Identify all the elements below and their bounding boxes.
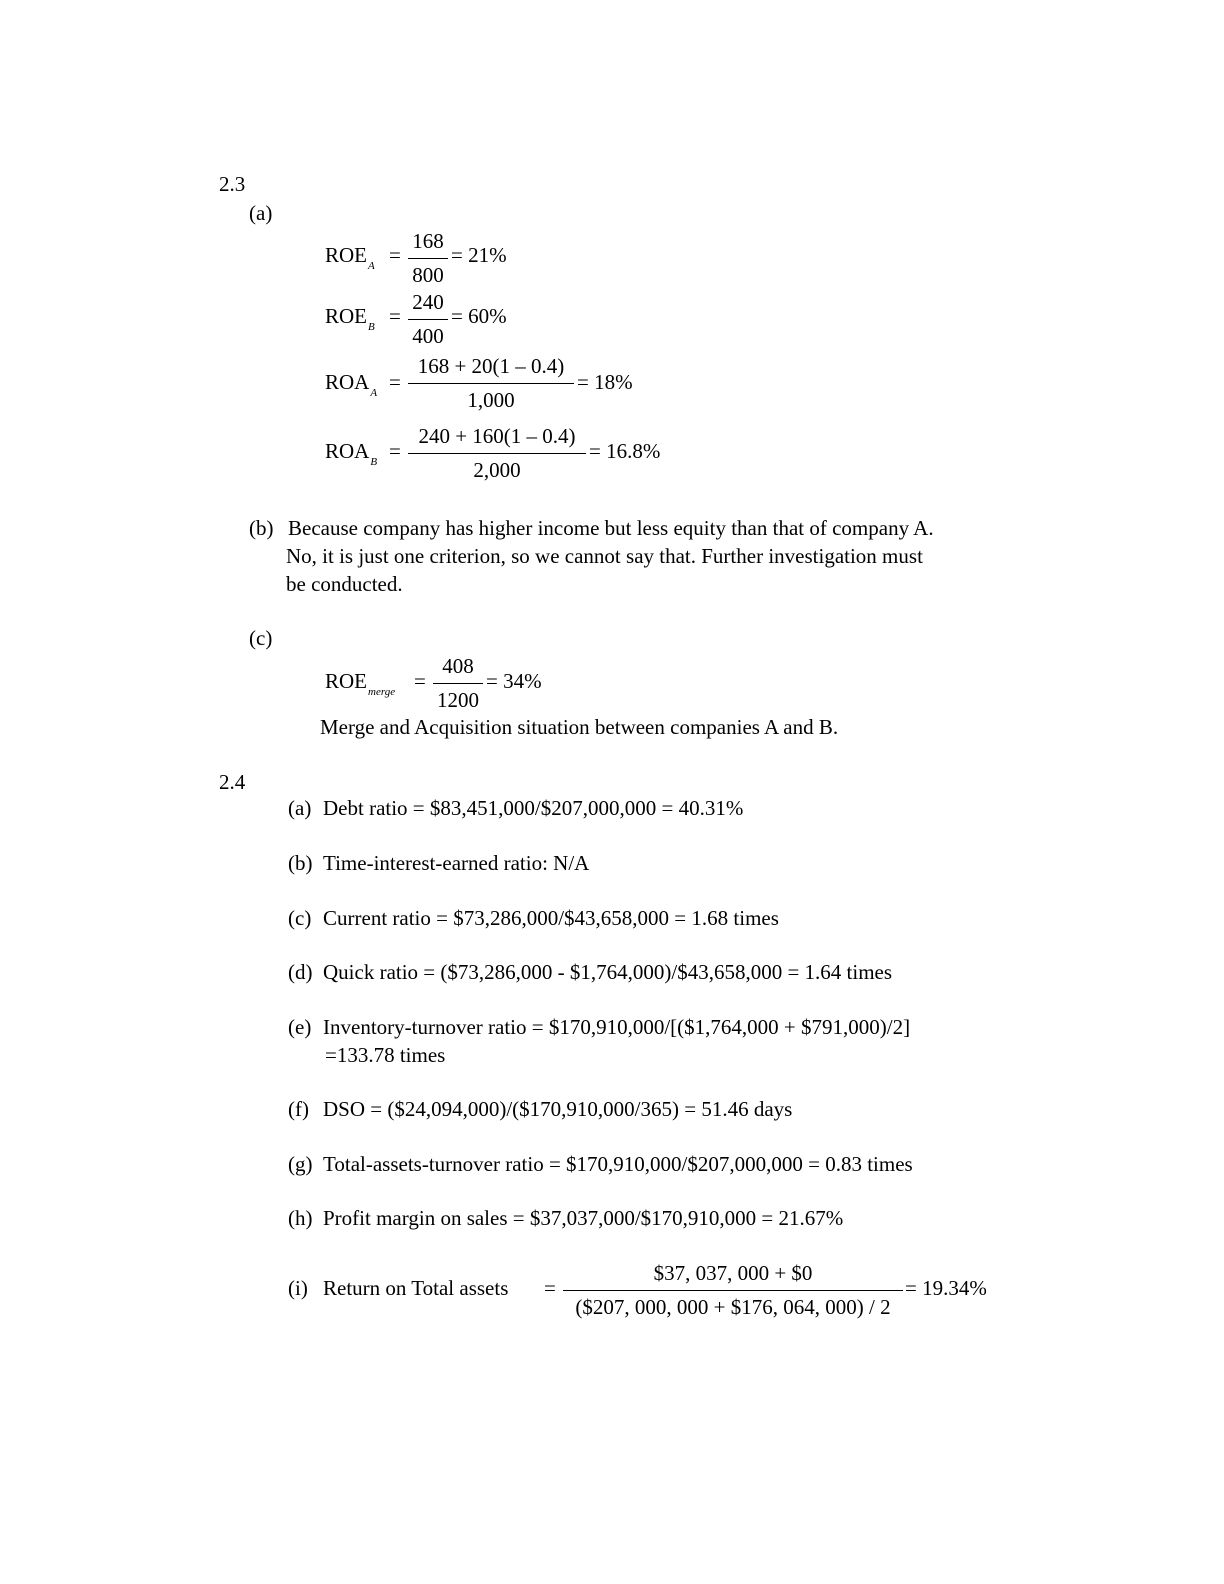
equation-result: = 34%	[486, 669, 542, 693]
equals-sign: =	[389, 304, 401, 328]
part-a-label: (a)	[249, 201, 273, 225]
fraction	[408, 426, 586, 481]
item-text: Time-interest-earned ratio: N/A	[323, 851, 590, 875]
numerator: $37, 037, 000 + $0	[653, 1261, 813, 1285]
denominator: 800	[412, 263, 444, 287]
fraction-bar	[408, 258, 448, 259]
equals-sign: =	[389, 439, 401, 463]
equation-subscript: A	[368, 260, 375, 272]
item-label: (c)	[288, 906, 312, 930]
section-number-2-4: 2.4	[219, 770, 246, 794]
equals-sign: =	[414, 669, 426, 693]
item-label: (i)	[288, 1276, 308, 1300]
item-text: Current ratio = $73,286,000/$43,658,000 = 1.68 times	[323, 906, 779, 930]
equation-lhs: ROE	[325, 304, 367, 328]
item-text: Return on Total assets	[323, 1276, 509, 1300]
equation-subscript: B	[370, 456, 378, 468]
item-text: Total-assets-turnover ratio = $170,910,000/$207,000,000 = 0.83 times	[323, 1152, 913, 1176]
denominator: 2,000	[473, 458, 521, 482]
part-c-note: Merge and Acquisition situation between companies A and B.	[320, 715, 839, 739]
fraction	[408, 292, 448, 347]
equation-subscript: A	[370, 387, 378, 399]
item-label: (e)	[288, 1015, 312, 1039]
equation-lhs: ROE	[325, 669, 367, 693]
item-label: (f)	[288, 1097, 309, 1121]
equals-sign: =	[544, 1276, 556, 1300]
denominator: 1,000	[467, 388, 515, 412]
section-number-2-3: 2.3	[219, 172, 246, 196]
numerator: 168	[412, 229, 444, 253]
numerator: 240	[412, 290, 444, 314]
equation-result: = 19.34%	[905, 1276, 987, 1300]
fraction-bar	[563, 1290, 903, 1291]
item-label: (d)	[288, 960, 313, 984]
item-label: (b)	[288, 851, 313, 875]
item-text: DSO = ($24,094,000)/($170,910,000/365) = 51.46 days	[323, 1097, 793, 1121]
fraction-bar	[408, 383, 574, 384]
item-label: (h)	[288, 1206, 313, 1230]
equals-sign: =	[389, 243, 401, 267]
fraction	[408, 231, 448, 286]
item-text: Quick ratio = ($73,286,000 - $1,764,000)/$43,658,000 = 1.64 times	[323, 960, 893, 984]
part-b-label: (b)	[249, 516, 274, 540]
item-text: Debt ratio = $83,451,000/$207,000,000 = 40.31%	[323, 796, 744, 820]
numerator: 240 + 160(1 – 0.4)	[418, 424, 576, 448]
equation-subscript: merge	[368, 686, 396, 698]
numerator: 408	[442, 654, 474, 678]
equation-lhs: ROE	[325, 243, 367, 267]
item-label: (a)	[288, 796, 312, 820]
part-b-line-3: be conducted.	[286, 572, 403, 596]
fraction	[433, 656, 483, 711]
equation-result: = 16.8%	[589, 439, 661, 463]
equation-subscript: B	[368, 321, 375, 333]
equals-sign: =	[389, 370, 401, 394]
fraction-bar	[408, 319, 448, 320]
fraction-bar	[408, 453, 586, 454]
part-c-label: (c)	[249, 626, 273, 650]
fraction	[408, 356, 574, 411]
equation-result: = 60%	[451, 304, 507, 328]
item-label: (g)	[288, 1152, 313, 1176]
item-text: Inventory-turnover ratio = $170,910,000/[($1,764,000 + $791,000)/2]	[323, 1015, 911, 1039]
part-b-line-2: No, it is just one criterion, so we cannot say that. Further investigation must	[286, 544, 923, 568]
part-b-line-1: Because company has higher income but less equity than that of company A.	[288, 516, 934, 540]
equation-result: = 18%	[577, 370, 633, 394]
denominator: 1200	[437, 688, 479, 712]
equation-result: = 21%	[451, 243, 507, 267]
fraction	[563, 1263, 903, 1318]
denominator: 400	[412, 324, 444, 348]
item-text-continued: =133.78 times	[325, 1043, 446, 1067]
numerator: 168 + 20(1 – 0.4)	[417, 354, 565, 378]
equation-lhs: ROA	[325, 370, 370, 394]
fraction-bar	[433, 683, 483, 684]
item-text: Profit margin on sales = $37,037,000/$170,910,000 = 21.67%	[323, 1206, 844, 1230]
equation-lhs: ROA	[325, 439, 370, 463]
denominator: ($207, 000, 000 + $176, 064, 000) / 2	[575, 1295, 891, 1319]
